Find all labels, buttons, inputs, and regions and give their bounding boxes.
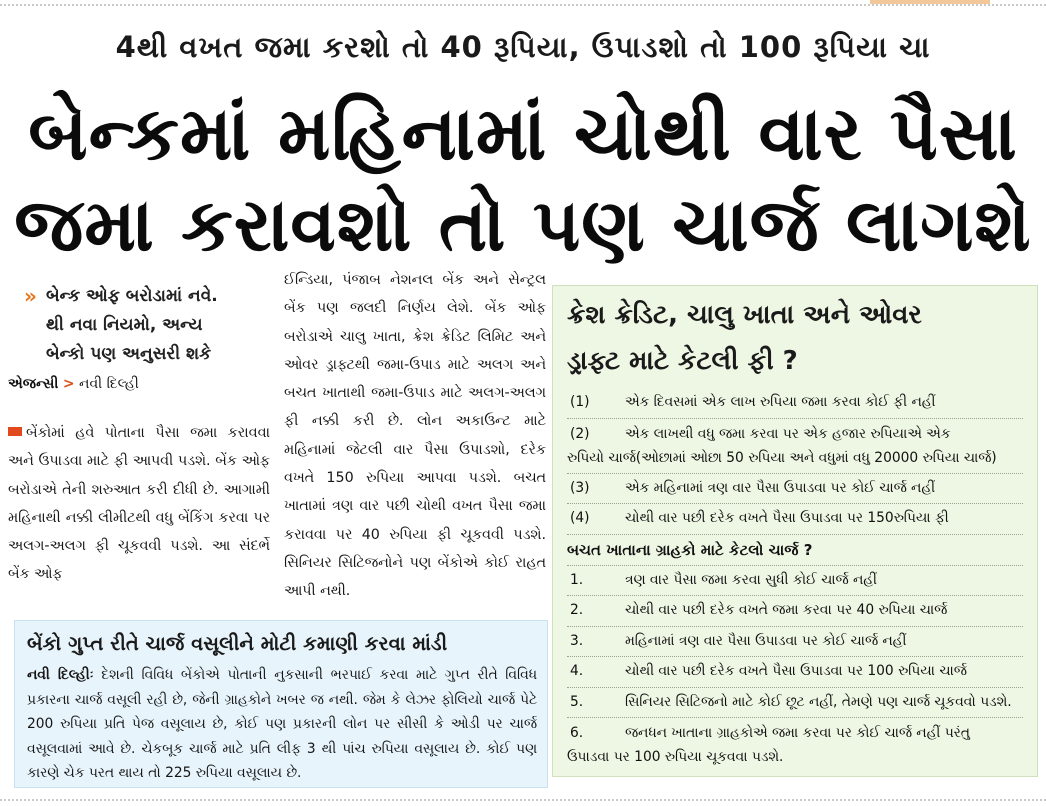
hidden-charges-body: દેશની વિવિધ બેંકોએ પોતાની નુકસાની ભરપાઈ કરવા માટે ગુપ્ત રીતે વિવિધ પ્રકારના ચાર્જ વસૂલી રહી છે, જેની ગ્રાહકોને ખબર જ નથી. જેમ કે લેઝર ફોલિયો ચાર્જ પેટે 200 રુપિયા પ્રતિ પેજ વસૂલાય છે, કોઈ પણ પ્રકારની લોન પર સીસી કે ઓડી પર ચાર્જ વસૂલવામાં આવે છે. ચેકબૂક ચાર્જ માટે પ્રતિ લીફ 3 થી પાંચ રુપિયા વસૂલાય છે. કોઈ પણ કારણે ચેક પરત થાય તો 225 રુપિયા વસૂલાય છે. [27, 667, 538, 781]
kicker-headline: 4થી વખત જમા કરશો તો 40 રૂપિયા, ઉપાડશો તો 100 રૂપિયા ચા [115, 30, 931, 64]
fee-box-title [567, 292, 1023, 384]
savings-item-number: 2. [570, 602, 584, 618]
hidden-charges-title: બેંકો ગુપ્ત રીતે ચાર્જ વસૂલીને મોટી કમાણી કરવા માંડી [27, 632, 448, 655]
fee-item-text-line-2: રુપિયો ચાર્જ(ઓછામાં ઓછા 50 રુપિયા અને વધુમાં વધુ 20000 રુપિયા ચાર્જ) [567, 449, 997, 466]
fee-box-title-line-1: ક્રેશ ક્રેડિટ, ચાલુ ખાતા અને ઓવર [567, 300, 922, 330]
fee-item-text-line-1: એક લાખથી વધુ જમા કરવા પર એક હજાર રુપિયાએ એક [625, 425, 951, 442]
savings-item-text-line-2: ઉપાડવા પર 100 રુપિયા ચૂકવવા પડશે. [567, 749, 784, 765]
dateline-agency: એજન્સી [8, 376, 59, 392]
fee-item-text: એક મહિનામાં ત્રણ વાર પૈસા ઉપાડવા પર કોઈ ચાર્જ નહીં [625, 479, 936, 496]
savings-item [567, 657, 1023, 688]
savings-item [567, 627, 1023, 658]
savings-subhead: બચત ખાતાના ગ્રાહકો માટે કેટલો ચાર્જ ? [567, 535, 1023, 566]
main-headline [10, 88, 1036, 272]
savings-item-number: 5. [570, 693, 584, 710]
chevron-right-icon: » [24, 284, 37, 308]
article-body-col2: ઈન્ડિયા, પંજાબ નેશનલ બેંક અને સેન્ટ્રલ બેંક પણ જલદી નિર્ણય લેશે. બેંક ઓફ બરોડાએ ચાલુ ખાતા, ક્રેશ ક્રેડિટ લિમિટ અને ઓવર ડ્રાફ્ટથી જમા-ઉપાડ માટે અલગ અને બચત ખાતાથી જમા-ઉપાડ માટે અલગ-અલગ ફી નક્કી કરી છે. લોન અકાઉન્ટ માટે મહિનામાં જેટલી વાર પૈસા ઉપાડશો, દરેક વખતે 150 રુપિયા આપવા પડશે. બચત ખાતામાં ત્રણ વાર પછી ચોથી વખત પૈસા જમા કરાવવા પર 40 રુપિયા ફી ચૂકવવી પડશે. સિનિયર સિટિજનોને પણ બેંકોએ કોઈ રાહત આપી નથી. [284, 272, 546, 600]
savings-item [567, 688, 1023, 719]
fee-item [567, 474, 1023, 505]
top-accent-bar [870, 0, 990, 4]
teaser-line: બેન્ક ઓફ બરોડામાં નવે. [46, 286, 218, 306]
dateline [8, 373, 270, 395]
headline-line-1: બેન્કમાં મહિનામાં ચોથી વાર પૈસા [28, 91, 1018, 177]
dateline-arrow-icon: > [62, 376, 75, 392]
fee-item [567, 504, 1023, 535]
fee-item-number: (2) [570, 425, 590, 442]
savings-item-number: 6. [570, 725, 584, 741]
bottom-dotted-rule [0, 799, 1046, 801]
savings-item [567, 596, 1023, 627]
dateline-place: નવી દિલ્હી [79, 376, 139, 392]
fee-info-box [552, 285, 1038, 777]
fee-item-text [567, 422, 1023, 470]
fee-item-number: (4) [570, 510, 590, 526]
fee-item-text: ચોથી વાર પછી દરેક વખતે પૈસા ઉપાડવા પર 150રુપિયા ફી [625, 510, 949, 526]
savings-item-text [567, 721, 1023, 769]
article-text-col1 [8, 419, 270, 589]
top-dotted-rule [0, 0, 1046, 6]
savings-item-number: 1. [570, 571, 584, 588]
fee-item [567, 388, 1023, 419]
savings-item-number: 3. [570, 632, 584, 649]
fee-item-number: (1) [570, 394, 590, 410]
savings-item-text: મહિનામાં ત્રણ વાર પૈસા ઉપાડવા પર કોઈ ચાર્જ નહીં [625, 632, 907, 649]
hidden-charges-text [27, 663, 537, 786]
article-column-2 [284, 266, 546, 606]
teaser [8, 282, 270, 369]
fee-item-text: એક દિવસમાં એક લાખ રુપિયા જમા કરવા કોઈ ફી નહીં [625, 394, 936, 410]
savings-item-text: ચોથી વાર પછી દરેક વખતે પૈસા ઉપાડવા પર 100 રુપિયા ચાર્જ [625, 663, 967, 679]
savings-item-text: સિનિયર સિટિજનો માટે કોઈ છૂટ નહીં, તેમણે પણ ચાર્જ ચૂકવવો પડશે. [625, 693, 1012, 710]
article-body-col1: બેંકોમાં હવે પોતાના પૈસા જમા કરાવવા અને ઉપાડવા માટે ફી આપવી પડશે. બેંક ઓફ બરોડાએ તેની શરુઆત કરી દીધી છે. આગામી મહિનાથી નક્કી લીમીટથી વધુ બેંકિંગ કરવા પર અલગ-અલગ ફી ચૂકવવી પડશે. આ સંદર્ભે બેંક ઓફ [8, 425, 270, 583]
article-column-1 [8, 282, 270, 589]
savings-item-text: ચોથી વાર પછી દરેક વખતે જમા કરવા પર 40 રુપિયા ચાર્જ [625, 602, 948, 618]
paragraph-marker-icon [8, 427, 22, 436]
savings-item-text-line-1: જનધન ખાતાના ગ્રાહકોએ જમા કરવા પર કોઈ ચાર્જ નહીં પરંતુ [625, 725, 970, 741]
savings-item-text: ત્રણ વાર પૈસા જમા કરવા સુધી કોઈ ચાર્જ નહીં [625, 571, 877, 588]
fee-item [567, 419, 1023, 474]
teaser-line: બેન્કો પણ અનુસરી શકે [46, 344, 212, 364]
hidden-charges-box [14, 620, 548, 788]
hidden-charges-lead: નવી દિલ્હીઃ [27, 667, 94, 683]
savings-item-number: 4. [570, 663, 584, 679]
teaser-line: થી નવા નિયમો, અન્ય [46, 315, 203, 335]
headline-line-2: જમા કરાવશો તો પણ ચાર્જ લાગશે [14, 183, 1032, 268]
fee-item-number: (3) [570, 479, 590, 496]
fee-box-title-line-2: ડ્રાફ્ટ માટે કેટલી ફી ? [567, 346, 798, 376]
savings-item [567, 718, 1023, 772]
savings-item [567, 566, 1023, 597]
